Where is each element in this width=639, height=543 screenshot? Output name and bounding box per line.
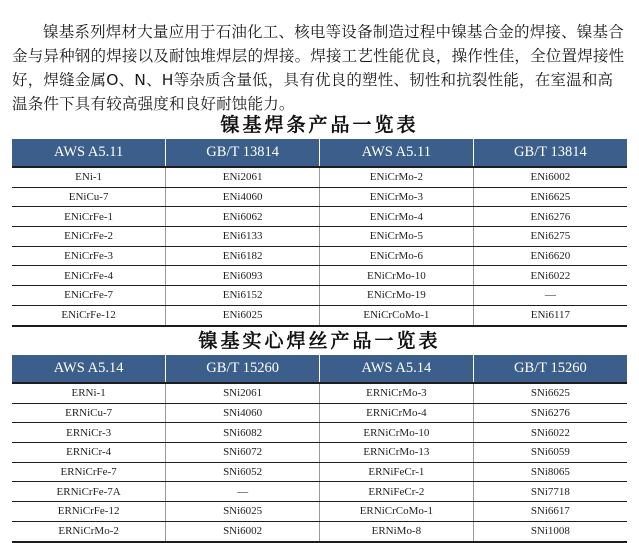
table-cell: ERNiCu-7 bbox=[12, 403, 166, 423]
table-cell: ENi6062 bbox=[166, 207, 320, 227]
table-cell: SNi6002 bbox=[166, 521, 320, 541]
table-cell: SNi4060 bbox=[166, 403, 320, 423]
table-cell: SNi6082 bbox=[166, 423, 320, 443]
table-cell: ENiCrCoMo-1 bbox=[320, 305, 474, 325]
table-cell: ENiCrMo-2 bbox=[320, 167, 474, 187]
table-row bbox=[12, 227, 627, 247]
table-cell: ENiCrFe-2 bbox=[12, 227, 166, 247]
table-row bbox=[12, 482, 627, 502]
table-cell: ERNiCrCoMo-1 bbox=[320, 502, 474, 522]
table-cell: ENi6133 bbox=[166, 227, 320, 247]
table-cell: ENi6002 bbox=[473, 167, 627, 187]
table-cell: SNi6059 bbox=[473, 443, 627, 463]
table-cell: SNi6022 bbox=[473, 423, 627, 443]
table-cell: ENiCu-7 bbox=[12, 187, 166, 207]
table-cell: SNi6052 bbox=[166, 462, 320, 482]
table-cell: ERNiMo-8 bbox=[320, 521, 474, 541]
column-header: GB/T 15260 bbox=[166, 355, 320, 383]
table-row bbox=[12, 246, 627, 266]
table-cell: SNi1008 bbox=[473, 521, 627, 541]
table-cell: ERNiCrFe-7A bbox=[12, 482, 166, 502]
table-cell: ERNiFeCr-1 bbox=[320, 462, 474, 482]
table-row bbox=[12, 266, 627, 286]
table-row bbox=[12, 462, 627, 482]
table1-title: 镍基焊条产品一览表 bbox=[220, 114, 419, 136]
table-cell: ENi-1 bbox=[12, 167, 166, 187]
table-cell: ERNiCrMo-3 bbox=[320, 383, 474, 403]
table-cell: ENi6117 bbox=[473, 305, 627, 325]
table-cell: SNi6276 bbox=[473, 403, 627, 423]
column-header: AWS A5.11 bbox=[12, 139, 166, 167]
table-cell: ERNi-1 bbox=[12, 383, 166, 403]
table-cell: SNi7718 bbox=[473, 482, 627, 502]
table-cell: ENiCrMo-3 bbox=[320, 187, 474, 207]
table-cell: ERNiCrMo-10 bbox=[320, 423, 474, 443]
column-header: GB/T 13814 bbox=[166, 139, 320, 167]
electrode-product-table bbox=[12, 139, 627, 327]
table-cell: ENi6275 bbox=[473, 227, 627, 247]
table-cell: ENiCrFe-7 bbox=[12, 286, 166, 306]
table-cell: ENi6625 bbox=[473, 187, 627, 207]
table-cell: ENiCrMo-5 bbox=[320, 227, 474, 247]
table-cell: ENi6182 bbox=[166, 246, 320, 266]
table-cell: ENiCrMo-4 bbox=[320, 207, 474, 227]
table-cell: ENi6022 bbox=[473, 266, 627, 286]
table-row bbox=[12, 521, 627, 541]
column-header: AWS A5.14 bbox=[12, 355, 166, 383]
column-header: AWS A5.14 bbox=[320, 355, 474, 383]
table-cell: ERNiCrMo-4 bbox=[320, 403, 474, 423]
table-cell: ENiCrMo-6 bbox=[320, 246, 474, 266]
table-cell: ERNiCrFe-12 bbox=[12, 502, 166, 522]
table-row bbox=[12, 286, 627, 306]
table-cell: SNi6072 bbox=[166, 443, 320, 463]
table-cell: ENiCrFe-12 bbox=[12, 305, 166, 325]
table-cell: ENi6093 bbox=[166, 266, 320, 286]
table-row bbox=[12, 502, 627, 522]
table-cell: ENi6152 bbox=[166, 286, 320, 306]
table-cell: ENi4060 bbox=[166, 187, 320, 207]
table-cell: ERNiCr-3 bbox=[12, 423, 166, 443]
table-row bbox=[12, 207, 627, 227]
table-cell: SNi6617 bbox=[473, 502, 627, 522]
table-row bbox=[12, 383, 627, 403]
table-cell: ENiCrFe-4 bbox=[12, 266, 166, 286]
table-cell: ERNiCrMo-13 bbox=[320, 443, 474, 463]
table-cell: SNi2061 bbox=[166, 383, 320, 403]
table-cell: ENiCrMo-10 bbox=[320, 266, 474, 286]
table-cell: SNi6025 bbox=[166, 502, 320, 522]
table-cell: ERNiCrFe-7 bbox=[12, 462, 166, 482]
table-cell: — bbox=[473, 286, 627, 306]
table-row bbox=[12, 167, 627, 187]
table-cell: ENiCrMo-19 bbox=[320, 286, 474, 306]
table-row bbox=[12, 305, 627, 325]
table-cell: ERNiFeCr-2 bbox=[320, 482, 474, 502]
table-cell: ENi6620 bbox=[473, 246, 627, 266]
table-row bbox=[12, 423, 627, 443]
table-cell: ENi6025 bbox=[166, 305, 320, 325]
table-cell: ERNiCr-4 bbox=[12, 443, 166, 463]
solid-wire-product-table bbox=[12, 355, 627, 543]
table-row bbox=[12, 187, 627, 207]
table2-title: 镍基实心焊丝产品一览表 bbox=[198, 330, 441, 352]
table-row bbox=[12, 403, 627, 423]
intro-paragraph: 镍基系列焊材大量应用于石油化工、核电等设备制造过程中镍基合金的焊接、镍基合金与异种钢的焊接以及耐蚀堆焊层的焊接。焊接工艺性能优良，操作性佳，全位置焊接性好，焊缝金属O、N、H等杂质含量低，具有优良的塑性、韧性和抗裂性能，在室温和高温条件下具有较高强度和良好耐蚀能力。 bbox=[12, 22, 625, 113]
table-cell: ENiCrFe-1 bbox=[12, 207, 166, 227]
table-cell: — bbox=[166, 482, 320, 502]
table-cell: ENi6276 bbox=[473, 207, 627, 227]
table-cell: ERNiCrMo-2 bbox=[12, 521, 166, 541]
table-cell: ENiCrFe-3 bbox=[12, 246, 166, 266]
column-header: GB/T 13814 bbox=[473, 139, 627, 167]
table-cell: SNi6625 bbox=[473, 383, 627, 403]
table-header-row bbox=[12, 355, 627, 383]
table-cell: ENi2061 bbox=[166, 167, 320, 187]
table-cell: SNi8065 bbox=[473, 462, 627, 482]
column-header: GB/T 15260 bbox=[473, 355, 627, 383]
table-header-row bbox=[12, 139, 627, 167]
column-header: AWS A5.11 bbox=[320, 139, 474, 167]
table-row bbox=[12, 443, 627, 463]
